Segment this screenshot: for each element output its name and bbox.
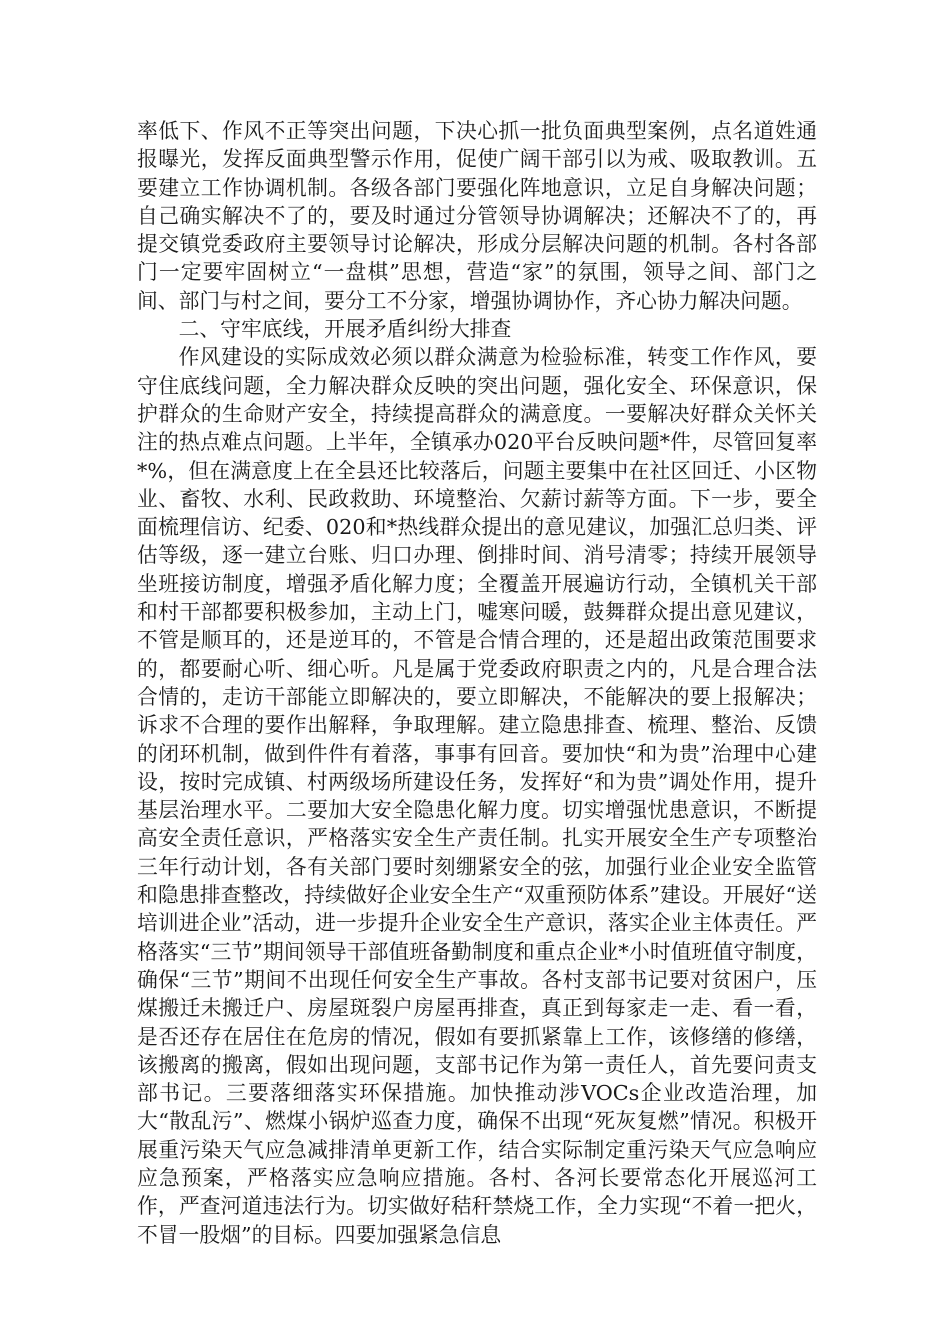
section-heading: 二、守牢底线，开展矛盾纠纷大排查 [178,317,512,342]
body-paragraph: 作风建设的实际成效必须以群众满意为检验标准，转变工作作风，要守住底线问题，全力解决群众反映的突出问题，强化安全、环保意识，保护群众的生命财产安全，持续提高群众的满意度。一要解决好群众关怀关注的热点难点问题。上半年，全镇承办020平台反映问题*件，尽管回复率*%，但在满意度上在全县还比较落后，问题主要集中在社区回迁、小区物业、畜牧、水利、民政救助、环境整治、欠薪讨薪等方面。下一步，要全面梳理信访、纪委、020和*热线群众提出的意见建议，加强汇总归类、评估等级，逐一建立台账、归口办理、倒排时间、消号清零；持续开展领导坐班接访制度，增强矛盾化解力度；全覆盖开展遍访行动，全镇机关干部和村干部都要积极参加，主动上门，嘘寒问暖，鼓舞群众提出意见建议，不管是顺耳的，还是逆耳的，不管是合情合理的，还是超出政策范围要求的，都要耐心听、细心听。凡是属于党委政府职责之内的，凡是合理合法合情的，走访干部能立即解决的，要立即解决，不能解决的要上报解决；诉求不合理的要作出解释，争取理解。建立隐患排查、梳理、整治、反馈的闭环机制，做到件件有着落，事事有回音。要加快“和为贵”治理中心建设，按时完成镇、村两级场所建设任务，发挥好“和为贵”调处作用，提升基层治理水平。二要加大安全隐患化解力度。切实增强忧患意识，不断提高安全责任意识，严格落实安全生产责任制。扎实开展安全生产专项整治三年行动计划，各有关部门要时刻绷紧安全的弦，加强行业企业安全监管和隐患排查整改，持续做好企业安全生产“双重预防体系”建设。开展好“送培训进企业”活动，进一步提升企业安全生产意识，落实企业主体责任。严格落实“三节”期间领导干部值班备勤制度和重点企业*小时值班值守制度，确保“三节”期间不出现任何安全生产事故。各村支部书记要对贫困户，压煤搬迁未搬迁户、房屋斑裂户房屋再排查，真正到每家走一走、看一看，是否还存在居住在危房的情况，假如有要抓紧靠上工作，该修缮的修缮，该搬离的搬离，假如出现问题，支部书记作为第一责任人，首先要问责支部书记。三要落细落实环保措施。加快推动涉VOCs企业改造治理，加大“散乱污”、燃煤小锅炉巡查力度，确保不出现“死灰复燃”情况。积极开展重污染天气应急减排清单更新工作，结合实际制定重污染天气应急响应应急预案，严格落实应急响应措施。各村、各河长要常态化开展巡河工作，严查河道违法行为。切实做好秸秆禁烧工作，全力实现“不着一把火，不冒一股烟”的目标。四要加强紧急信息 [137,345,817,1247]
body-paragraph-continued: 率低下、作风不正等突出问题，下决心抓一批负面典型案例，点名道姓通报曝光，发挥反面典型警示作用，促使广阔干部引以为戒、吸取教训。五要建立工作协调机制。各级各部门要强化阵地意识，立足自身解决问题；自己确实解决不了的，要及时通过分管领导协调解决；还解决不了的，再提交镇党委政府主要领导讨论解决，形成分层解决问题的机制。各村各部门一定要牢固树立“一盘棋”思想，营造“家”的氛围，领导之间、部门之间、部门与村之间，要分工不分家，增强协调协作，齐心协力解决问题。 [137,119,817,313]
document-body [137,117,817,1249]
